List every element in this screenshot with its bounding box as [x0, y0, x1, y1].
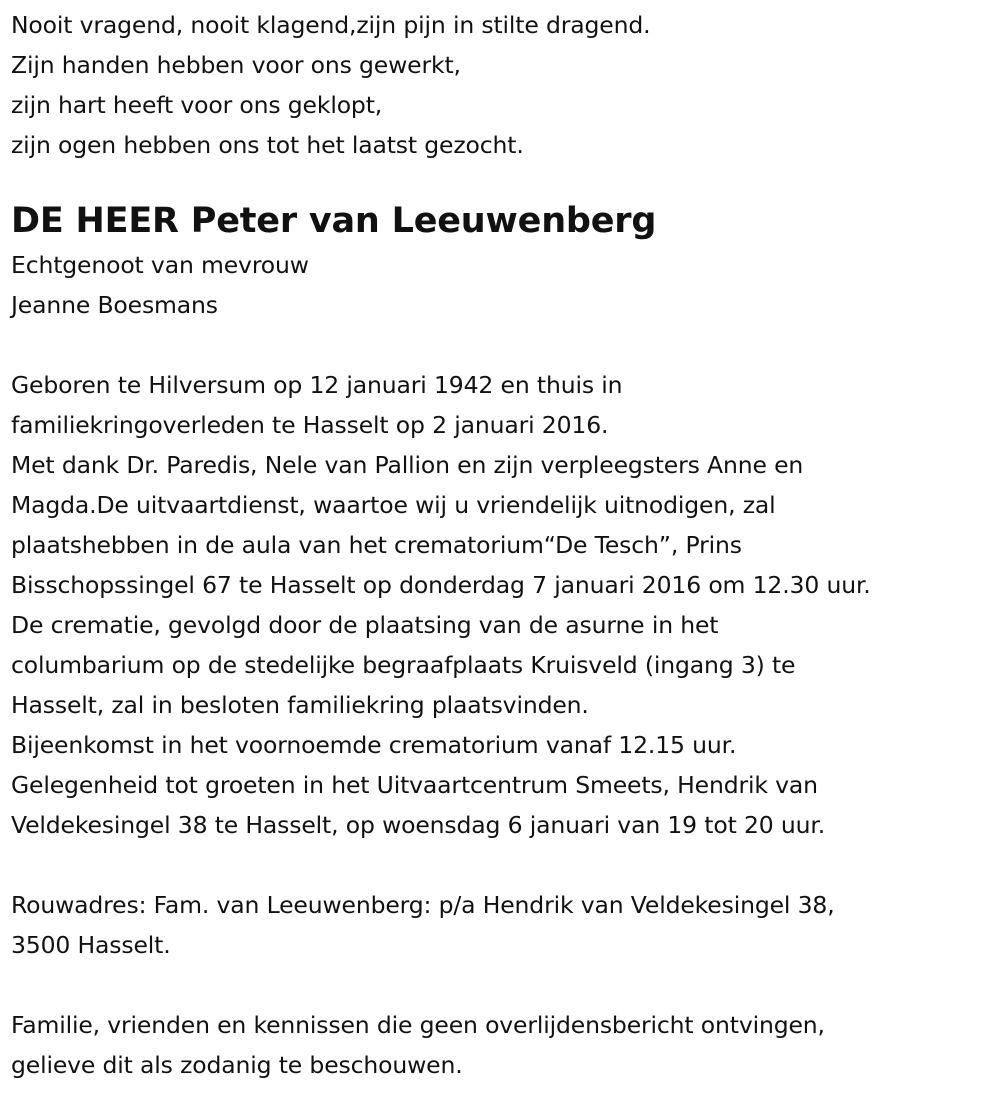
- spacer: [11, 845, 996, 885]
- spouse-label: Echtgenoot van mevrouw: [11, 251, 309, 279]
- closing-line: gelieve dit als zodanig te beschouwen.: [11, 1051, 463, 1079]
- poem-line: zijn hart heeft voor ons geklopt,: [11, 91, 383, 119]
- address-line: 3500 Hasselt.: [11, 931, 171, 959]
- address-block: [11, 885, 996, 965]
- address-line: Rouwadres: Fam. van Leeuwenberg: p/a Hendrik van Veldekesingel 38,: [11, 891, 835, 919]
- spouse-block: [11, 245, 996, 325]
- closing-block: [11, 1005, 996, 1085]
- announcement-line: Magda.De uitvaartdienst, waartoe wij u vriendelijk uitnodigen, zal: [11, 491, 776, 519]
- announcement-line: Veldekesingel 38 te Hasselt, op woensdag 6 januari van 19 tot 20 uur.: [11, 811, 826, 839]
- announcement-line: Geboren te Hilversum op 12 januari 1942 en thuis in: [11, 371, 623, 399]
- announcement-line: Met dank Dr. Paredis, Nele van Pallion en zijn verpleegsters Anne en: [11, 451, 804, 479]
- announcement-line: plaatshebben in de aula van het crematorium“De Tesch”, Prins: [11, 531, 742, 559]
- poem-line: Nooit vragend, nooit klagend,zijn pijn in stilte dragend.: [11, 11, 651, 39]
- announcement-line: De crematie, gevolgd door de plaatsing van de asurne in het: [11, 611, 719, 639]
- announcement-line: Gelegenheid tot groeten in het Uitvaartcentrum Smeets, Hendrik van: [11, 771, 818, 799]
- closing-line: Familie, vrienden en kennissen die geen overlijdensbericht ontvingen,: [11, 1011, 825, 1039]
- spouse-name: Jeanne Boesmans: [11, 291, 218, 319]
- announcement-line: Bijeenkomst in het voornoemde crematorium vanaf 12.15 uur.: [11, 731, 737, 759]
- announcement-line: columbarium op de stedelijke begraafplaats Kruisveld (ingang 3) te: [11, 651, 796, 679]
- announcement-line: familiekringoverleden te Hasselt op 2 januari 2016.: [11, 411, 609, 439]
- obituary-document: [11, 5, 996, 1085]
- poem-block: [11, 5, 996, 165]
- spacer: [11, 965, 996, 1005]
- announcement-block: [11, 365, 996, 845]
- spacer: [11, 325, 996, 365]
- announcement-line: Hasselt, zal in besloten familiekring plaatsvinden.: [11, 691, 589, 719]
- poem-line: Zijn handen hebben voor ons gewerkt,: [11, 51, 461, 79]
- announcement-line: Bisschopssingel 67 te Hasselt op donderdag 7 januari 2016 om 12.30 uur.: [11, 571, 871, 599]
- deceased-name: DE HEER Peter van Leeuwenberg: [11, 201, 657, 241]
- poem-line: zijn ogen hebben ons tot het laatst gezocht.: [11, 131, 524, 159]
